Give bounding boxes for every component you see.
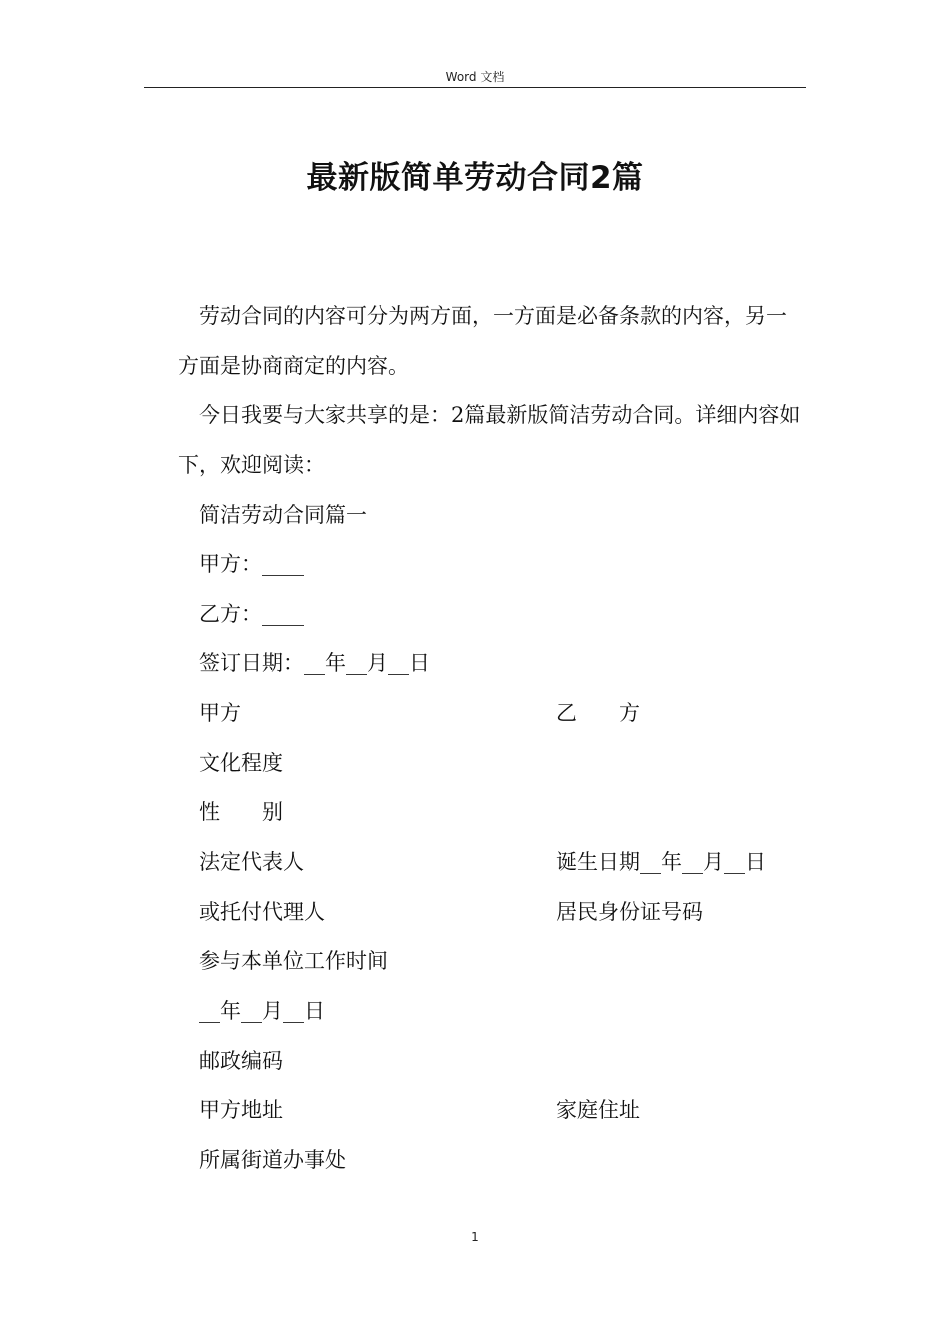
party-a-heading: 甲方: [199, 701, 241, 725]
birth-date-label: 诞生日期__年__月__日: [556, 850, 766, 874]
party-b-heading: 乙 方: [556, 701, 640, 725]
party-a-line: 甲方：____: [199, 552, 304, 576]
page-header: Word 文档: [445, 70, 505, 84]
sign-date-line: 签订日期：__年__月__日: [199, 651, 430, 675]
street-office-label: 所属街道办事处: [199, 1148, 346, 1172]
party-b-line: 乙方：____: [199, 602, 304, 626]
agent-label: 或托付代理人: [199, 900, 325, 924]
intro-paragraph-2: 今日我要与大家共享的是：2篇最新版简洁劳动合同。详细内容如下，欢迎阅读：: [178, 403, 801, 477]
intro-paragraph-1: 劳动合同的内容可分为两方面，一方面是必备条款的内容，另一方面是协商商定的内容。: [178, 304, 787, 378]
work-start-label: 参与本单位工作时间: [199, 949, 388, 973]
postal-code-label: 邮政编码: [199, 1049, 283, 1073]
header-divider: [144, 87, 806, 88]
home-address-label: 家庭住址: [556, 1098, 640, 1122]
page-number: 1: [471, 1230, 479, 1244]
gender-label: 性 别: [199, 800, 283, 824]
education-label: 文化程度: [199, 751, 283, 775]
id-number-label: 居民身份证号码: [556, 900, 703, 924]
work-start-date: __年__月__日: [199, 999, 325, 1023]
document-title: 最新版简单劳动合同2篇: [306, 160, 644, 196]
contract-section-title: 简洁劳动合同篇一: [199, 503, 367, 527]
legal-representative-label: 法定代表人: [199, 850, 304, 874]
party-a-address-label: 甲方地址: [199, 1098, 283, 1122]
